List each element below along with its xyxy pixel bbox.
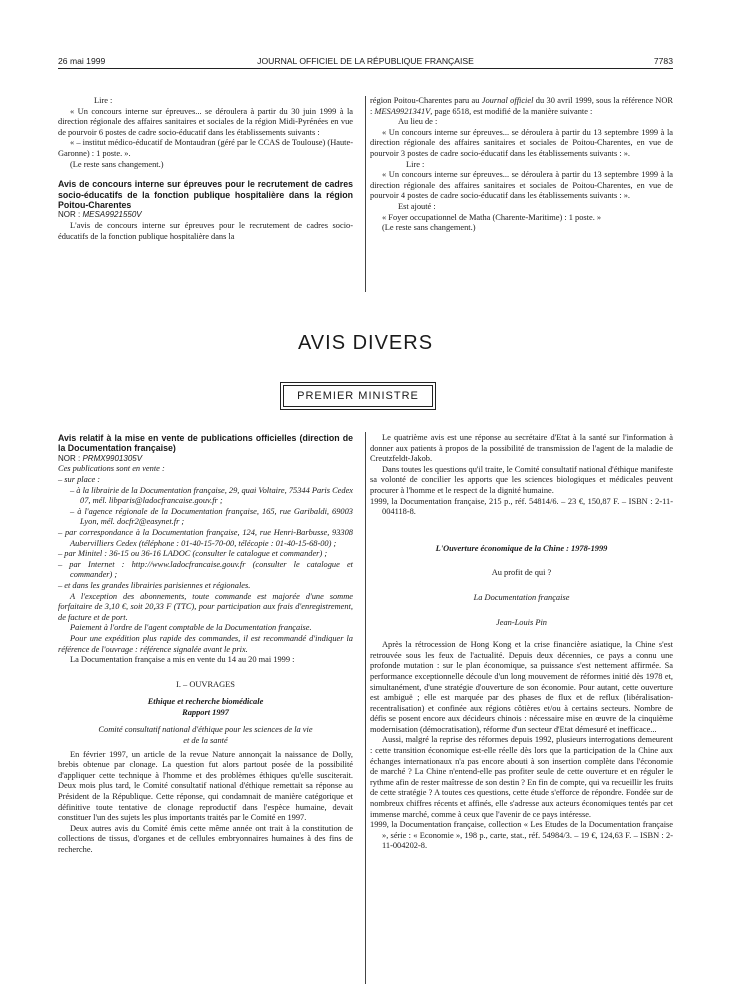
book-reference: 1999, la Documentation française, collection « Les Etudes de la Documentation française », série : « Economie », 198 p., carte, stat., réf. 54984/3. – 19 €, 124,63 F. – ISBN : 2-11-004202-8.	[370, 820, 673, 851]
lire-label: Lire :	[406, 159, 425, 169]
paragraph: Le quatrième avis est une réponse au secrétaire d'Etat à la santé sur l'information à donner aux patients à propos de la possibilité de transmission de l'agent de la maladie de Creutzfeldt-Jakob.	[370, 433, 673, 464]
paragraph: La Documentation française a mis en vente du 14 au 20 mai 1999 :	[70, 655, 295, 665]
paragraph: « Un concours interne sur épreuves... se déroulera à partir du 30 juin 1999 à la direction régionale des affaires sanitaires et sociales de la région Midi-Pyrénées en vue de pourvoir 6 postes de cadre socio-éducatif dans les établissements suivants :	[58, 106, 353, 137]
book-subtitle: Au profit de qui ?	[491, 568, 552, 578]
list-item: – à la librairie de la Documentation française, 29, quai Voltaire, 75344 Paris Cedex 07, mél. libparis@ladocfrancaise.gouv.fr ;	[70, 485, 354, 506]
book-subtitle: Rapport 1997	[182, 707, 229, 717]
top-left-column	[58, 96, 353, 242]
paragraph: (Le reste sans changement.)	[382, 223, 476, 233]
ministry-box	[280, 382, 436, 410]
paragraph: A l'exception des abonnements, toute commande est majorée d'une somme forfaitaire de 3,10 €, soit 20,33 F (TTC), pour participation aux frais d'enregistrement, de facture et de port.	[58, 591, 353, 622]
book-reference: 1999, la Documentation française, 215 p., réf. 54814/6. – 23 €, 150,87 F. – ISBN : 2-11-004118-8.	[370, 496, 673, 517]
paragraph: Aussi, malgré la reprise des réformes depuis 1992, plusieurs interrogations demeurent : cette transition économique est-elle réelle dès lors que la participation de la Chine aux échanges internationaux n'a pas encore abouti à son insertion complète dans l'économie de marché ? La Chine n'entend-elle pas profiter seule de cette ouverture et en réguler le rythme afin de rester maîtresse de son destin ? En fin de compte, qui va recueillir les fruits de cette stratégie ? A toutes ces questions, cette étude s'efforce de répondre. Fondée sur de nombreux chiffres récents et affinés, elle s'adresse aux acteurs économiques tentés par cet immense marché, comme à ceux que l'avenir de ce pays intéresse.	[370, 735, 673, 819]
list-item: – à l'agence régionale de la Documentation française, 165, rue Garibaldi, 69003 Lyon, mél. docfr2@easynet.fr ;	[70, 506, 353, 527]
list-item: – par Internet : http://www.ladocfrancaise.gouv.fr (consulter le catalogue et commander) ;	[58, 559, 353, 580]
list-item: Ces publications sont en vente :	[58, 464, 165, 474]
nor-reference: NOR : MESA9921550V	[58, 210, 142, 220]
header-page-number: 7783	[653, 56, 673, 66]
page-header	[0, 0, 731, 66]
bottom-left-column	[58, 433, 353, 856]
paragraph: En février 1997, un article de la revue Nature annonçait la naissance de Dolly, brebis obtenue par clonage. La question fut alors partout posée de la possibilité d'appliquer cette technique à l'homme et des problèmes éthiques qu'elle susciterait. Deux mois plus tard, le Comité consultatif national d'éthique remettait sa réponse au Président de la République. Cette réponse, qui condamnait de manière catégorique et définitive toute tentative de clonage reproductif dans l'espèce humaine, devait constituer l'un des sujets les plus importants traités par le Comité en 1997.	[58, 749, 353, 823]
paragraph: Paiement à l'ordre de l'agent comptable de la Documentation française.	[70, 623, 312, 633]
header-rule	[58, 68, 673, 69]
column-divider	[365, 432, 366, 984]
section-title: AVIS DIVERS	[297, 332, 434, 354]
paragraph: « – institut médico-éducatif de Montaudran (géré par le CCAS de Toulouse) (Haute-Garonne) : 1 poste. ».	[58, 138, 353, 158]
paragraph: Pour une expédition plus rapide des commandes, il est recommandé d'indiquer la référence de l'ouvrage : référence signalée avant le prix.	[58, 633, 353, 654]
paragraph: Dans toutes les questions qu'il traite, le Comité consultatif national d'éthique manifeste sa volonté de concilier les apports que les sciences biologiques et médicales peuvent procurer à l'homme et le respect de la dignité humaine.	[370, 464, 673, 495]
paragraph: « Foyer occupationnel de Matha (Charente-Maritime) : 1 poste. »	[382, 212, 602, 222]
au-lieu-label: Au lieu de :	[398, 117, 438, 127]
list-item: – sur place :	[58, 475, 101, 484]
bottom-right-column	[370, 433, 673, 852]
paragraph: Après la rétrocession de Hong Kong et la crise financière asiatique, la Chine s'est retrouvée sous les feux de l'actualité. Depuis deux décennies, ce pays a connu une profonde mutation : sur le plan économique, sa puissance s'est nettement affirmée. Sa performance exceptionnelle découle d'un long mouvement de réformes initié dès 1978 et, simultanément, d'une stratégie d'ouverture de son économie. Pour autant, cette ouverture est ambiguë ; elle est marquée par des phases de flux et de reflux (libéralisation-recentralisation) et confinée aux régions côtières et/ou à certains secteurs. Nombre de défis se posent encore aux décideurs chinois : nécessaire mise en œuvre de la cinquième modernisation (démocratisation), réforme d'un secteur d'Etat démesuré et inefficace...	[370, 640, 673, 734]
book-title: Ethique et recherche biomédicale	[147, 697, 264, 707]
paragraph: « Un concours interne sur épreuves... se déroulera à partir du 13 septembre 1999 à la direction régionale des affaires sanitaires et sociales de Poitou-Charentes, en vue de pourvoir 3 postes de cadre socio-éducatif dans les établissements suivants : ».	[370, 127, 673, 158]
lire-label: Lire :	[94, 96, 113, 105]
list-item: – par Minitel : 36-15 ou 36-16 LADOC (consulter le catalogue et commander) ;	[58, 549, 328, 559]
paragraph: « Un concours interne sur épreuves... se déroulera à partir du 13 septembre 1999 à la direction régionale des affaires sanitaires et sociales de Poitou-Charentes, en vue de pourvoir 4 postes de cadre socio-éducatif dans les établissements suivants : ».	[370, 170, 673, 201]
notice-heading: Avis relatif à la mise en vente de publications officielles (direction de la Documentation française)	[58, 433, 353, 454]
book-author: Jean-Louis Pin	[496, 617, 547, 627]
paragraph: L'avis de concours interne sur épreuves pour le recrutement de cadres socio-éducatifs de la fonction publique hospitalière dans la	[58, 220, 353, 241]
paragraph: Deux autres avis du Comité émis cette même année ont trait à la constitution de collections de tissus, d'organes et de cellules embryonnaires humaines à des fins de recherche.	[58, 823, 353, 854]
subsection-title: I. – OUVRAGES	[176, 679, 235, 689]
paragraph: (Le reste sans changement.)	[70, 159, 164, 169]
book-publisher: La Documentation française	[473, 592, 570, 602]
book-title: L'Ouverture économique de la Chine : 1978-1999	[435, 543, 608, 553]
header-journal-title: JOURNAL OFFICIEL DE LA RÉPUBLIQUE FRANÇAISE	[257, 56, 474, 66]
column-divider	[365, 96, 366, 292]
book-author: Comité consultatif national d'éthique pour les sciences de la vie et de la santé	[98, 725, 313, 746]
notice-heading: Avis de concours interne sur épreuves pour le recrutement de cadres socio-éducatifs de la fonction publique hospitalière dans la région Poitou-Charentes	[58, 179, 353, 210]
list-item: – et dans les grandes librairies parisiennes et régionales.	[58, 580, 251, 590]
est-ajoute-label: Est ajouté :	[398, 201, 436, 211]
ministry-title: PREMIER MINISTRE	[283, 385, 433, 407]
paragraph: région Poitou-Charentes paru au Journal officiel du 30 avril 1999, sous la référence NOR : MESA9921341V, page 6518, est modifié de la manière suivante :	[370, 96, 673, 116]
top-right-column	[370, 96, 673, 234]
header-date: 26 mai 1999	[58, 56, 106, 66]
list-item: – par correspondance à la Documentation française, 124, rue Henri-Barbusse, 93308 Aubervilliers Cedex (téléphone : 01-40-15-70-00, télécopie : 01-40-15-68-00) ;	[58, 527, 353, 548]
nor-reference: NOR : PRMX9901305V	[58, 453, 143, 463]
